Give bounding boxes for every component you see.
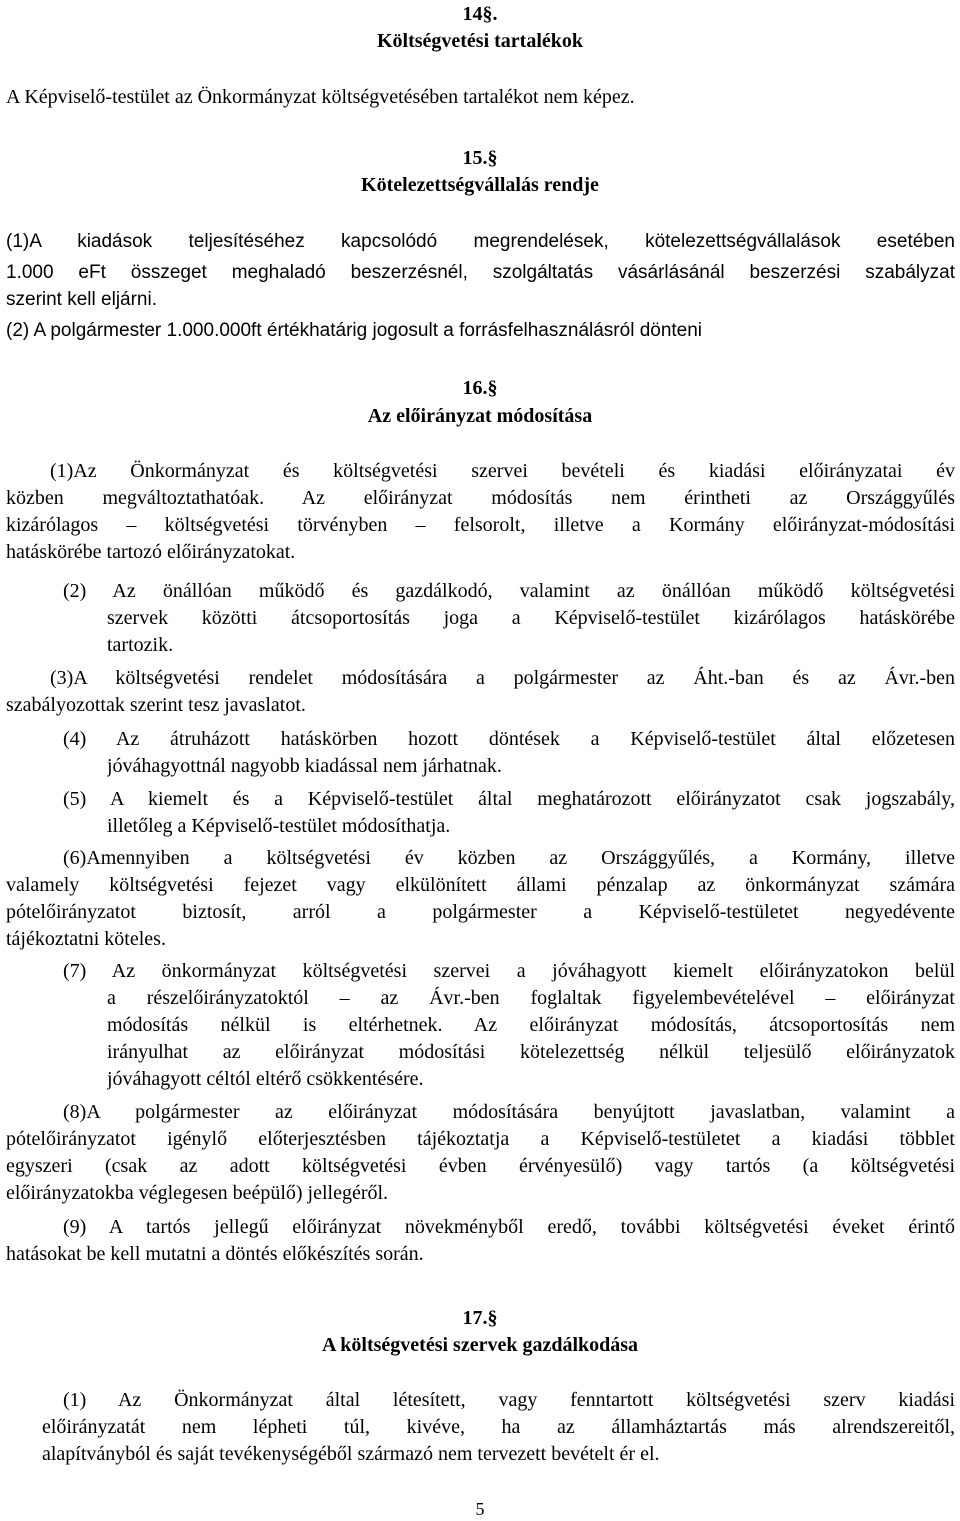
section-17-line: alapítványból és saját tevékenységéből származó nem tervezett bevételt ér el. bbox=[42, 1443, 660, 1465]
section-16-line: (1)Az Önkormányzat és költségvetési szervei bevételi és kiadási előirányzatai év bbox=[50, 460, 955, 482]
section-15-line: (2) A polgármester 1.000.000ft értékhatárig jogosult a forrásfelhasználásról dönteni bbox=[6, 320, 703, 341]
section-17-title: A költségvetési szervek gazdálkodása bbox=[321, 1334, 639, 1356]
section-17-line: előirányzatát nem lépheti túl, kivéve, ha az államháztartás más alrendszereitől, bbox=[42, 1416, 955, 1438]
section-16-line: előirányzatokba véglegesen beépülő) jellegéről. bbox=[6, 1182, 389, 1204]
section-16-line: tájékoztatni köteles. bbox=[6, 928, 166, 950]
section-15-line: (1)A kiadások teljesítéséhez kapcsolódó megrendelések, kötelezettségvállalások esetében bbox=[6, 231, 955, 252]
section-16-line: (2) Az önállóan működő és gazdálkodó, valamint az önállóan működő költségvetési bbox=[63, 580, 955, 602]
section-16-line: tartozik. bbox=[107, 634, 174, 656]
section-17-line: (1) Az Önkormányzat által létesített, vagy fenntartott költségvetési szerv kiadási bbox=[63, 1389, 955, 1411]
section-16-line: irányulhat az előirányzat módosítási kötelezettség nélkül teljesülő előirányzatok bbox=[107, 1041, 955, 1063]
section-16-line: szabályozottak szerint tesz javaslatot. bbox=[6, 694, 306, 716]
section-16-line: (3)A költségvetési rendelet módosítására a polgármester az Áht.-ban és az Ávr.-ben bbox=[50, 667, 955, 689]
section-16-line: hatáskörébe tartozó előirányzatokat. bbox=[6, 541, 296, 563]
section-14-number: 14§. bbox=[462, 3, 498, 25]
section-15-line: szerint kell eljárni. bbox=[6, 289, 157, 310]
section-16-line: (4) Az átruházott hatáskörben hozott döntések a Képviselő-testület által előzetesen bbox=[63, 728, 955, 750]
section-16-line: egyszeri (csak az adott költségvetési évben érvényesülő) vagy tartós (a költségvetési bbox=[6, 1155, 955, 1177]
section-16-line: jóváhagyott céltól eltérő csökkentésére. bbox=[107, 1068, 424, 1090]
section-16-line: (7) Az önkormányzat költségvetési szervei a jóváhagyott kiemelt előirányzatokon belül bbox=[63, 960, 955, 982]
section-16-line: (9) A tartós jellegű előirányzat növekményből eredő, további költségvetési éveket érintő bbox=[63, 1216, 955, 1238]
section-16-line: kizárólagos – költségvetési törvényben – felsorolt, illetve a Kormány előirányzat-módosítási bbox=[6, 514, 955, 536]
section-16-line: a részelőirányzatoktól – az Ávr.-ben foglaltak figyelembevételével – előirányzat bbox=[107, 987, 955, 1009]
section-16-line: (8)A polgármester az előirányzat módosítására benyújtott javaslatban, valamint a bbox=[63, 1101, 955, 1123]
section-16-line: jóváhagyottnál nagyobb kiadással nem járhatnak. bbox=[107, 755, 502, 777]
section-16-number: 16.§ bbox=[462, 377, 498, 399]
section-16-line: valamely költségvetési fejezet vagy elkülönített állami pénzalap az önkormányzat számára bbox=[6, 874, 955, 896]
section-16-line: pótelőirányzatot biztosít, arról a polgármester a Képviselő-testületet negyedévente bbox=[6, 901, 955, 923]
section-16-line: illetőleg a Képviselő-testület módosíthatja. bbox=[107, 815, 451, 837]
section-15-title: Kötelezettségvállalás rendje bbox=[361, 174, 599, 196]
page-number: 5 bbox=[475, 1499, 485, 1519]
section-16-title: Az előirányzat módosítása bbox=[367, 405, 593, 427]
section-16-line: módosítás nélkül is eltérhetnek. Az előirányzat módosítás, átcsoportosítás nem bbox=[107, 1014, 955, 1036]
section-16-line: hatásokat be kell mutatni a döntés előkészítés során. bbox=[6, 1243, 424, 1265]
section-14-title: Költségvetési tartalékok bbox=[376, 30, 584, 52]
section-16-line: (6)Amennyiben a költségvetési év közben az Országgyűlés, a Kormány, illetve bbox=[63, 847, 955, 869]
section-15-line: 1.000 eFt összeget meghaladó beszerzésnél, szolgáltatás vásárlásánál beszerzési szabályzat bbox=[6, 262, 955, 283]
section-16-line: szervek közötti átcsoportosítás joga a Képviselő-testület kizárólagos hatáskörébe bbox=[107, 607, 955, 629]
section-16-line: közben megváltoztathatóak. Az előirányzat módosítás nem érintheti az Országgyűlés bbox=[6, 487, 955, 509]
section-16-line: pótelőirányzatot igénylő előterjesztésben tájékoztatja a Képviselő-testületet a kiadási többlet bbox=[6, 1128, 955, 1150]
section-17-number: 17.§ bbox=[462, 1307, 498, 1329]
section-15-number: 15.§ bbox=[462, 147, 498, 169]
section-16-line: (5) A kiemelt és a Képviselő-testület által meghatározott előirányzatot csak jogszabály, bbox=[63, 788, 955, 810]
section-14-text: A Képviselő-testület az Önkormányzat költségvetésében tartalékot nem képez. bbox=[6, 86, 635, 108]
